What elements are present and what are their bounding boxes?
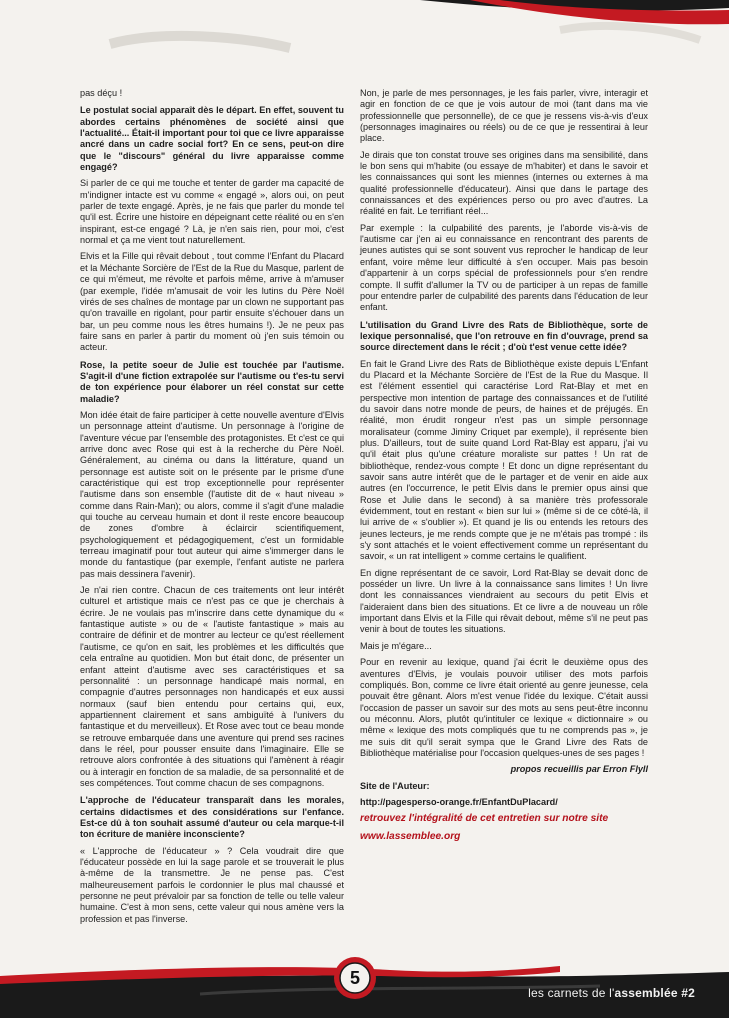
site-url-link[interactable]: http://pagesperso-orange.fr/EnfantDuPlacard/ — [360, 796, 558, 807]
interview-paragraph: Pour en revenir au lexique, quand j'ai écrit le deuxième opus des aventures d'Elvis, je voulais pouvoir utiliser des mots parfois compliqués. Bon, comme ce livre était orienté au genre jeunesse, cela pouvait être gênant. Alors m'est venue l'idée du lexique. C'était aussi l'occasion de passer un savoir sur des mots au sens peut-être inconnu ou méconnu. Alors, plutôt qu'intituler ce lexique « dictionnaire » ou même « lexique des mots compliqués que tu ne comprends pas », je me suis dit qu'il serait sympa que le Grand Livre des Rats de Bibliothèque matérialise pour l'occasion quelques-unes de ses pages ! — [360, 657, 648, 758]
footer-issue: #2 — [677, 986, 695, 1000]
interview-paragraph: Mais je m'égare... — [360, 640, 432, 651]
right-column-paragraphs — [360, 88, 648, 759]
promo-website-link[interactable]: www.lassemblee.org — [360, 830, 461, 842]
interview-credits: propos recueillis par Erron Flyll — [510, 764, 648, 775]
interview-question: L'utilisation du Grand Livre des Rats de Bibliothèque, sorte de lexique personnalisé, que l'on retrouve en fin d'ouvrage, prend sa source directement dans le récit ; d'où t'est venue cette idée? — [360, 319, 648, 353]
left-column — [80, 88, 344, 930]
interview-paragraph: En fait le Grand Livre des Rats de Bibliothèque existe depuis L'Enfant du Placard et la Méchante Sorcière de l'Est de la Rue du Masque. Il est l'élément essentiel qui caractérise Lord Rat-Blay et met en perspective mon intention de partage des connaissances et de l'utilité du savoir dans notre monde de peurs, de haines et de préjugés. En réalité, mon érudit rongeur n'est pas un simple personnage moralisateur (comme Jiminy Criquet par exemple), il représente bien plus. D'ailleurs, tout de suite quand Lord Rat-Blay est apparu, j'ai vu qu'il était plus qu'une créature moraliste sur pattes ! Un rat de bibliothèque, rendez-vous compte ! Et donc un digne représentant du savoir sans autre intérêt que de le partager et de venir en aide aux autres (en l'occurrence, le petit Elvis dans le premier opus ainsi que Rose et Julie dans le second) à sa manière très professorale évidemment, tout en restant « bien sur lui » (même si de ce côté-là, il lui arrive de « s'oublier »). Et quand je lis ou entends les retours des jeunes lecteurs, je me rends compte que je ne m'étais pas trompé : ils s'y sont attachés et le voient effectivement comme un représentant du savoir, « un rat intelligent » comme certains le qualifient. — [360, 358, 648, 562]
footer-magazine-title — [528, 986, 695, 1000]
interview-paragraph: Je dirais que ton constat trouve ses origines dans ma sensibilité, dans le bon sens qui m'habite (ou essaye de m'habiter) et dans le savoir et les connaissances qui sont les miennes (internes ou externes à ma qualité professionnelle d'éducateur). Ainsi que dans le partage des connaissances et des expériences perso ou pro avec d'autres. La réalité en fait. Le terrifiant réel... — [360, 149, 648, 217]
interview-paragraph: Par exemple : la culpabilité des parents, je l'aborde vis-à-vis de l'autisme car j'en ai eu connaissance en rencontrant des parents de jeunes autistes qui se sont souvent vus reprocher le handicap de leur enfant, voire même leur difficulté à s'en occuper. Mais pas besoin d'appartenir à un corps spécial de professionnels pour s'en rendre compte. Il suffit d'allumer la TV ou de participer à un repas de famille pour entendre parler de culpabilité des parents dans l'éducation de leur enfant. — [360, 222, 648, 313]
interview-paragraph: En digne représentant de ce savoir, Lord Rat-Blay se devait donc de posséder un livre. Un livre à la connaissance sans limites ! Un livre dont les connaissances viendraient au secours du petit Elvis et l'aideraient dans bien des situations. Et ce livre a de nouveau un rôle important dans Elvis et la Fille qui rêvait debout, même s'il ne peut pas venir à bout de toutes les situations. — [360, 567, 648, 635]
interview-paragraph: Si parler de ce qui me touche et tenter de garder ma capacité de m'indigner intacte est vu comme « engagé », alors oui, on peut parler de texte engagé. Après, je ne fais que parler du monde tel qu'il est. Écrire une histoire en dépeignant cette réalité ou en s'en inspirant, est-ce engagé ? Là, je n'en sais rien, pour moi, c'est normal et ça me vient tout naturellement. — [80, 178, 344, 246]
interview-question: Le postulat social apparaît dès le départ. En effet, souvent tu abordes certains phénomènes de société ainsi que l'actualité... Était-il important pour toi que ce livre apparaisse ancré dans un cadre social fort? En ce sens, peut-on dire que le "discours" général du livre apparaisse comme engagé? — [80, 105, 344, 173]
interview-paragraph: Elvis et la Fille qui rêvait debout , tout comme l'Enfant du Placard et la Méchante Sorcière de l'Est de la Rue du Masque, parlent de ce qui m'émeut, me révolte et parfois même, arrive à m'amuser (par exemple, l'idée m'amusait de voir les lutins du Père Noël virés de ses chaînes de montage par un clown ne supportant pas qu'on travaille en rigolant, pour partir ensuite s'échouer dans un bar, un peu comme nous les êtres humains !). Je ne peux pas faire sans en parler à partir du moment où j'en suis témoin ou acteur. — [80, 251, 344, 353]
footer-brand: assemblée — [614, 986, 678, 1000]
promo-text: retrouvez l'intégralité de cet entretien sur notre site — [360, 813, 609, 825]
interview-paragraph: Je n'ai rien contre. Chacun de ces traitements ont leur intérêt culturel et artistique mais ce n'est pas ce que je cherchais à écrire. Je ne voulais pas m'inscrire dans cette dynamique du « fantastique autiste » ou de « l'autiste fantastique » mais au contraire de définir et de montrer au lecteur ce qu'est réellement l'autisme, ce qu'on en sait, les problèmes et les difficultés que cela entraîne au quotidien. Mon but était donc, de présenter un enfant atteint d'autisme avec ses caractéristiques et sa personnalité : un personnage handicapé mais normal, en compagnie d'autres personnages non handicapés et eux aussi normaux (sauf bien entendu pour certains qui, eux, appartiennent clairement et sans ambiguïté à l'univers du fantastique et du merveilleux). Et Rose avec tout ce beau monde se retrouve embarquée dans une aventure qui prend ses racines dans le réel, pour pousser ensuite dans l'imaginaire. Elle se retrouve alors confrontée à des situations qui l'amènent à réagir ou à interagir en fonction de sa maladie, de sa personnalité et de ses compétences. Tout comme chacun de ses compagnons. — [80, 585, 344, 788]
interview-paragraph: Non, je parle de mes personnages, je les fais parler, vivre, interagir et agir en fonction de ce que je vois autour de moi (tant dans ma vie professionnelle que personnelle), de ce que je ressens vis-à-vis d'eux (personnages imaginaires ou réels) ou de ce que je ressentirai à leur place. — [360, 88, 648, 144]
right-column — [360, 88, 648, 848]
footer-prefix: les carnets de l' — [528, 986, 615, 1000]
interview-question: L'approche de l'éducateur transparaît dans les morales, certains didactismes et des considérations sur l'enfance. Est-ce dû à ton souhait assumé d'auteur ou cela marque-t-il ton écriture de manière inconsciente? — [80, 795, 344, 840]
interview-paragraph: pas déçu ! — [80, 88, 123, 98]
interview-question: Rose, la petite soeur de Julie est touchée par l'autisme. S'agit-il d'une fiction extrapolée sur l'autisme ou t'es-tu servi de ton expérience pour élaborer un réel constat sur cette maladie? — [80, 359, 344, 404]
interview-paragraph: « L'approche de l'éducateur » ? Cela voudrait dire que l'éducateur possède en lui la sage parole et se trouverait le plus à-même de la transmettre. Je ne pense pas. C'est malheureusement parfois le cordonnier le plus mal chaussé et personne ne peut prévaloir par sa fonction de telle ou telle valeur humaine. C'est à mon sens, cette valeur qui nous amène vers la profession et pas l'inverse. — [80, 845, 344, 924]
site-label: Site de l'Auteur: — [360, 780, 430, 791]
top-decoration — [0, 0, 729, 60]
interview-paragraph: Mon idée était de faire participer à cette nouvelle aventure d'Elvis un personnage atteint d'autisme. Un personnage à l'origine de l'aventure vécue par l'ensemble des protagonistes. Et c'est ce qui arrive donc avec Rose qui est à la recherche du Père Noël. Généralement, au cinéma ou dans la littérature, quand un personnage est autiste soit on le présente par le prisme d'une caractéristique qui est trop exceptionnelle pour représenter l'autisme dans son ensemble (l'autiste dit de « haut niveau » comme dans Rain-Man); ou alors, comme il s'agit d'une maladie qui touche au cerveau humain et dont il reste encore beaucoup de zones d'ombre à éclaircir scientifiquement, psychologiquement et pédagogiquement, c'est un formidable terreau imaginatif pour tout auteur qui aime s'immerger dans le monde du fantastique (par exemple, l'enfant autiste ne parlera pas mais dessinera l'avenir). — [80, 409, 344, 579]
page-number: 5 — [349, 968, 360, 988]
